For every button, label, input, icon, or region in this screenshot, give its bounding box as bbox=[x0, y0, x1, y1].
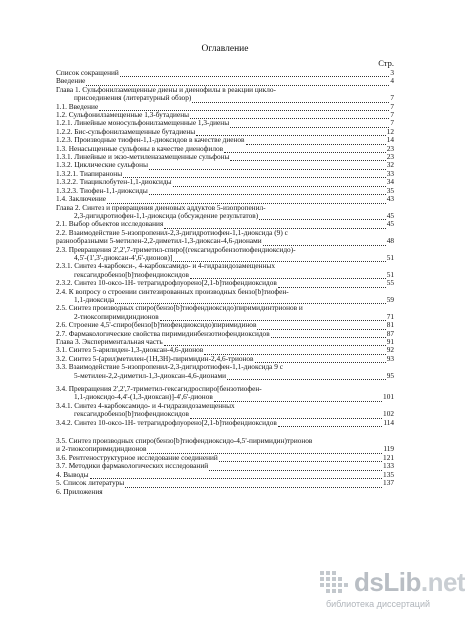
toc-entry-page: 114 bbox=[383, 417, 394, 427]
toc-entry-page: 81 bbox=[386, 320, 394, 330]
toc-entry-page: 32 bbox=[386, 160, 394, 170]
toc-entry-page: 101 bbox=[383, 392, 394, 402]
toc-entry-title: 2.4. К вопросу о строении синтезированных производных бензо[b]тиофен- bbox=[56, 286, 289, 296]
toc-leader-dots bbox=[278, 281, 386, 288]
toc-entry bbox=[56, 462, 394, 470]
dslib-watermark bbox=[318, 565, 465, 617]
toc-entry-page: 135 bbox=[383, 469, 394, 479]
toc-entry-page: 91 bbox=[386, 337, 394, 346]
toc-entry-title: 1.1. Введение bbox=[56, 101, 99, 111]
toc-entry-page: 133 bbox=[383, 461, 394, 471]
toc-entry-title: 2.7. Фармакологические свойства пиримидинбензотиофендиоксидов bbox=[56, 328, 270, 338]
toc-entry-title: Введение bbox=[56, 76, 86, 86]
toc-leader-dots bbox=[209, 464, 382, 471]
toc-entry-title: 2.3. Превращения 2',2',7-триметил-спиро[(гексагидробензотиофендиоксидо)- bbox=[56, 244, 296, 254]
toc-leader-dots bbox=[173, 180, 386, 187]
toc-entry-title: разнообразными 5-метилен-2,2-диметил-1,3-диоксан-4,6-дионами bbox=[56, 236, 262, 246]
toc-leader-dots bbox=[227, 373, 386, 380]
toc-entry-title: 1.3.2.3. Тиофен-1,1-диоксиды bbox=[56, 185, 148, 195]
toc-entry-title: 1.3.2. Циклические сульфоны bbox=[56, 160, 148, 170]
toc-entry-title: 1,1-диоксидо-4,4'-(1,3-диоксан)]-4',6'-дионов bbox=[74, 392, 213, 402]
toc-entry bbox=[56, 419, 394, 427]
toc-leader-dots bbox=[271, 331, 386, 338]
toc-entry-title: 1.2.1. Линейные моносульфонилзамещенные 1,3-диены bbox=[56, 118, 230, 128]
toc-entry-page: 92 bbox=[386, 345, 394, 355]
toc-entry-page: 95 bbox=[386, 370, 394, 380]
toc-entry-page: 121 bbox=[383, 452, 394, 462]
toc-entry-page: 3 bbox=[390, 68, 394, 77]
toc-leader-dots bbox=[192, 96, 389, 103]
toc-entry-title: Глава 2. Синтез и превращения диеновых аддуктов 5-изопропенил- bbox=[56, 202, 266, 212]
toc-entry-title: 3.7. Методики фармакологических исследований bbox=[56, 461, 209, 471]
toc-entry-title: 2-тиоксопиримидиндионов bbox=[74, 311, 159, 321]
toc-entry-page: 33 bbox=[386, 168, 394, 178]
toc-leader-dots bbox=[257, 323, 385, 330]
toc-entry-page: 7 bbox=[390, 118, 394, 128]
toc-entry-page: 14 bbox=[386, 135, 394, 145]
toc-leader-dots bbox=[149, 188, 386, 195]
toc-entry-title: 3.5. Синтез производных спиро(бензо[b]тиофендиоксидо-4,5'-пиримидин)трионов bbox=[56, 436, 313, 446]
table-of-contents bbox=[56, 69, 394, 496]
toc-leader-dots bbox=[259, 213, 386, 220]
toc-entry-title: 2.1. Выбор объектов исследования bbox=[56, 219, 164, 229]
toc-entry-title: 1.3. Ненасыщенные сульфоны в качестве диенофилов bbox=[56, 143, 224, 153]
toc-entry-title: 1.2.2. Бис-сульфонилзамещенные бутадиены bbox=[56, 126, 196, 136]
toc-entry-title: 2.6. Строение 4,5'-спиро(бензо[b]тиофендиоксидо)пиримидинов bbox=[56, 320, 257, 330]
toc-entry-title: и 2-тиоксопиримидиндионов bbox=[56, 444, 147, 454]
toc-entry-page: 23 bbox=[386, 152, 394, 162]
toc-leader-dots bbox=[230, 154, 385, 161]
toc-entry-page: 119 bbox=[383, 444, 394, 454]
toc-entry-title: 4,5'-(1',3'-диоксан-4',6'-дионов)] bbox=[74, 252, 173, 262]
toc-leader-dots bbox=[90, 472, 383, 479]
toc-entry-page: 23 bbox=[386, 143, 394, 153]
toc-leader-dots bbox=[149, 163, 386, 170]
toc-entry-title: 1.3.2.2. Тиациклобутен-1,1-диоксиды bbox=[56, 177, 172, 187]
dslib-subtitle: библиотека диссертаций bbox=[326, 599, 431, 609]
toc-entry-page: 87 bbox=[386, 328, 394, 338]
toc-entry-page: 45 bbox=[386, 219, 394, 229]
toc-entry-page: 102 bbox=[383, 409, 394, 419]
toc-entry-page: 7 bbox=[390, 110, 394, 120]
toc-entry bbox=[56, 187, 394, 195]
toc-entry bbox=[56, 488, 394, 496]
toc-entry-title: 1.4. Заключение bbox=[56, 194, 106, 204]
page-column-header: Стр. bbox=[378, 58, 394, 68]
toc-entry-title: гексагидробензо[b]тиофендиоксидов bbox=[74, 269, 189, 279]
toc-leader-dots bbox=[278, 420, 382, 427]
toc-entry-title: 5. Список литературы bbox=[56, 478, 125, 488]
toc-entry-page: 34 bbox=[386, 177, 394, 187]
toc-entry-page: 93 bbox=[386, 353, 394, 363]
toc-entry-title: 1.2.3. Производные тиофен-1,1-диоксидов в качестве диенов bbox=[56, 135, 245, 145]
toc-entry-title: 3.4.2. Синтез 10-оксо-1Н- тетрагидрофлуорено[2,1-b]тиофендиоксидов bbox=[56, 417, 277, 427]
toc-entry-title: 4. Выводы bbox=[56, 469, 89, 479]
toc-entry-title: 1.3.2.1. Тиапираноны bbox=[56, 168, 123, 178]
toc-entry bbox=[56, 69, 394, 77]
toc-entry-title: 1,1-диоксида bbox=[74, 294, 115, 304]
toc-leader-dots bbox=[246, 138, 386, 145]
toc-leader-dots bbox=[219, 455, 382, 462]
dslib-logo-icon bbox=[320, 571, 350, 599]
toc-entry-title: 2.2. Взаимодействие 5-изопропенил-2,3-дигидротиофен-1,1-диоксида (9) с bbox=[56, 227, 288, 237]
toc-entry-title: 2.5. Синтез производных спиро(бензо[b]тиофендиоксидо)пиримидинтрионов и bbox=[56, 303, 303, 313]
toc-entry-title: 1.2. Сульфонилзамещенные 1,3-бутадиены bbox=[56, 110, 190, 120]
toc-entry bbox=[56, 372, 394, 380]
page-title: Оглавление bbox=[201, 44, 249, 54]
toc-entry-page: 43 bbox=[386, 194, 394, 204]
toc-leader-dots bbox=[214, 395, 382, 402]
toc-leader-dots bbox=[224, 146, 386, 153]
toc-entry-title: 5-метилен-2,2-диметил-1,3-диоксан-4,6-дионами bbox=[74, 370, 226, 380]
toc-entry-page: 137 bbox=[383, 478, 394, 488]
toc-entry-page: 45 bbox=[386, 210, 394, 220]
toc-entry-title: Глава 3. Экспериментальная часть bbox=[56, 337, 163, 346]
toc-entry-page: 71 bbox=[386, 311, 394, 321]
toc-leader-dots bbox=[120, 70, 390, 77]
toc-entry-title: 3.6. Рентгеноструктурное исследование соединений bbox=[56, 452, 218, 462]
toc-entry-title: Список сокращений bbox=[56, 68, 119, 77]
toc-entry-page: 7 bbox=[390, 101, 394, 111]
toc-leader-dots bbox=[125, 481, 382, 488]
toc-entry-title: 3.4. Превращения 2',2',7-триметил-гексагидроспиро[бензотиофен- bbox=[56, 384, 262, 394]
toc-entry-title: гексагидробензо[b]тиофендиоксидов bbox=[74, 409, 189, 419]
toc-entry-title: 6. Приложения bbox=[56, 486, 103, 496]
toc-entry-title: 3.1. Синтез 5-арилиден-1,3-диоксан-4,6-дионов bbox=[56, 345, 204, 355]
toc-leader-dots bbox=[230, 121, 389, 128]
toc-entry-title: Глава 1. Сульфонилзамещенные диены и диенофилы в реакции цикло- bbox=[56, 84, 276, 94]
toc-entry bbox=[56, 94, 394, 102]
toc-entry-page: 51 bbox=[386, 252, 394, 262]
toc-entry-title: 2.3.2. Синтез 10-оксо-1Н- тетрагидрофлуорено[2,1-b]тиофендиоксидов bbox=[56, 278, 277, 288]
toc-entry-title: 1.3.1. Линейные и экзо-метиленазамещенные сульфоны bbox=[56, 152, 230, 162]
toc-entry-page: 35 bbox=[386, 185, 394, 195]
toc-entry-title: 3.2. Синтез 5-(арил)метилен-(1Н,3Н)-пиримидин-2,4,6-трионов bbox=[56, 353, 254, 363]
toc-entry-page: 4 bbox=[390, 76, 394, 86]
toc-entry-page: 12 bbox=[386, 126, 394, 136]
toc-entry-page: 7 bbox=[390, 93, 394, 103]
toc-entry-page: 48 bbox=[386, 236, 394, 246]
toc-entry-title: 3.3. Взаимодействие 5-изопропенил-2,3-дигидротиофен-1,1-диоксида 9 с bbox=[56, 362, 283, 372]
toc-entry-page: 59 bbox=[386, 294, 394, 304]
toc-entry-page: 51 bbox=[386, 269, 394, 279]
toc-entry bbox=[56, 479, 394, 487]
toc-entry-title: 3.4.1. Синтез 4-карбоксамидо- и 4-гидразидозамещенных bbox=[56, 400, 235, 410]
dslib-logo-text: dsLib.net bbox=[354, 567, 465, 597]
toc-entry-title: присоединения (литературный обзор) bbox=[74, 93, 192, 103]
toc-entry-title: 2,3-дигидротиофен-1,1-диоксида (обсуждение результатов) bbox=[74, 210, 259, 220]
toc-entry-page: 55 bbox=[386, 278, 394, 288]
toc-entry-title: 2.3.1. Синтез 4-карбокси-, 4-карбоксамидо- и 4-гидразидозамещенных bbox=[56, 261, 275, 271]
